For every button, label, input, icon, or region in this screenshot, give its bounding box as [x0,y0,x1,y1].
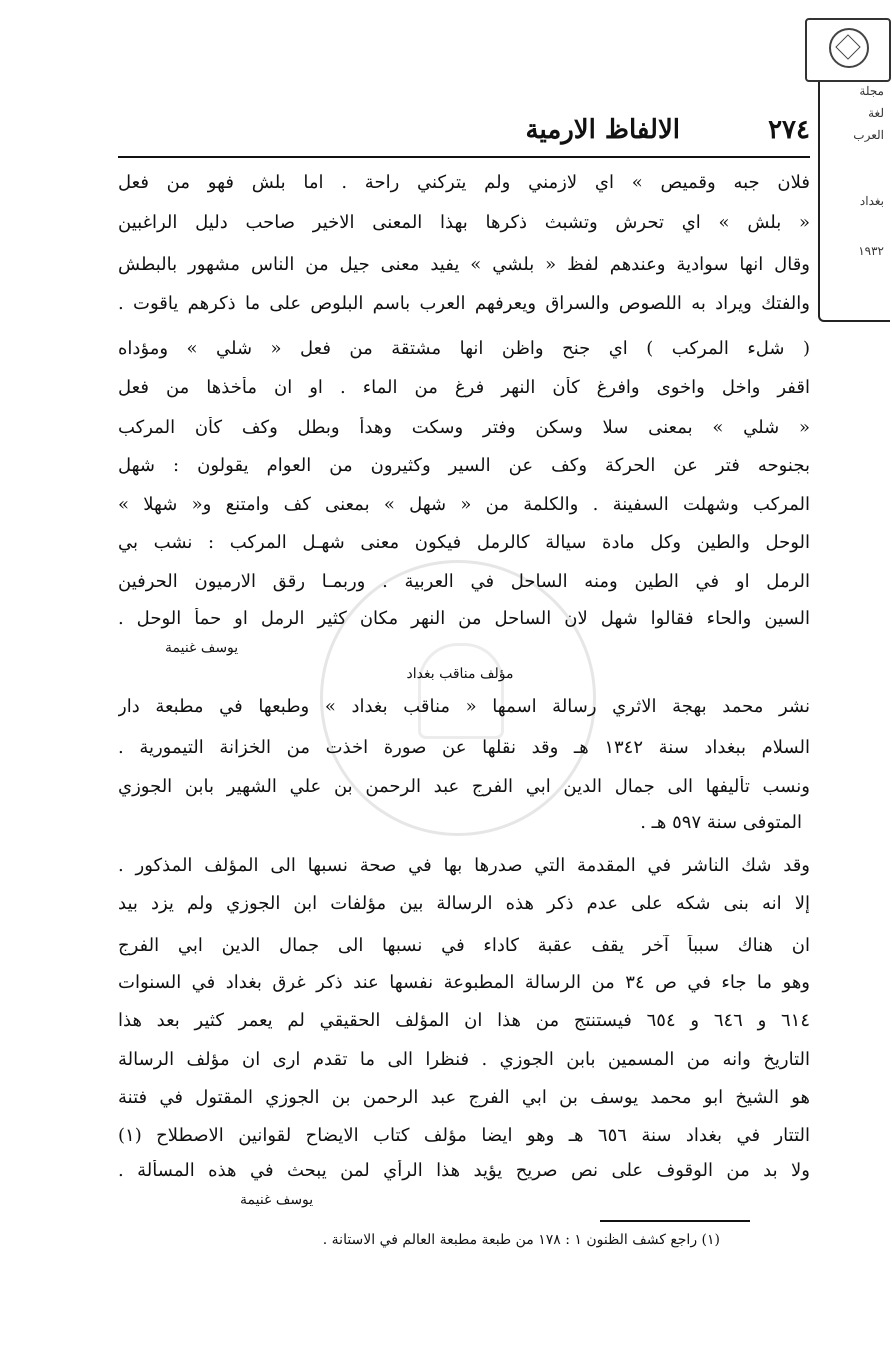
article2-line: وهو ما جاء في ص ٣٤ من الرسالة المطبوعة نفسها عند ذكر غرق بغداد في السنوات [118,972,810,993]
article1-line: وقال انها سوادية وعندهم لفظ « بلشي » يفيد معنى جيل من الناس مشهور بالبطش [118,254,810,275]
slip-line: العرب [853,128,884,142]
article2-line: وقد شك الناشر في المقدمة التي صدرها بها في صحة نسبها الى المؤلف المذكور . [118,855,810,876]
article2-line: إلا انه بنى شكه على عدم ذكر هذه الرسالة بين مؤلفات ابن الجوزي ولم يزد بيد [118,893,810,914]
article1-line: « شلي » بمعنى سلا وسكن وفتر وسكت وهدأ وبطل وكف كأن المركب [118,417,810,438]
slip-line: لغة [868,106,884,120]
article2-line: السلام ببغداد سنة ١٣٤٢ هـ وقد نقلها عن صورة اخذت من الخزانة التيمورية . [118,737,810,758]
article2-line: ولا بد من الوقوف على نص صريح يؤيد هذا الرأي لمن يبحث في هذه المسألة . [118,1160,810,1181]
footnote: (١) راجع كشف الظنون ١ : ١٧٨ من طبعة مطبعة العالم في الاستانة . [322,1232,720,1248]
footnote-rule [600,1220,750,1222]
article2-author: يوسف غنيمة [240,1192,314,1208]
article1-line: « بلش » اي تحرش وتشبث ذكرها بهذا المعنى الاخير صاحب دليل الراغبين [118,212,810,233]
stamp-seal-icon [829,28,869,68]
article2-line: التاريخ وانه من المسمين بابن الجوزي . فنظرا الى ما تقدم ارى ان مؤلف الرسالة [118,1049,810,1070]
article1-line: اقفر واخل واخوى وافرغ كأن النهر فرغ من الماء . او ان مأخذها من فعل [118,377,810,398]
watermark-emblem-icon [418,643,504,739]
article2-line: ونسب تأليفها الى جمال الدين ابي الفرج عبد الرحمن بن علي الشهير بابن الجوزي [118,776,810,797]
page-header [320,115,810,155]
article1-line: السين والحاء فقالوا شهل لان الساحل من النهر مكان كثير الرمل او حمأ الوحل . [118,608,810,629]
slip-line: مجلة [859,84,884,98]
article2-title: مؤلف مناقب بغداد [406,666,514,682]
pasted-slip [818,40,890,322]
slip-line: ١٩٣٢ [858,244,884,258]
article1-line: الرمل او في الطين ومنه الساحل في العربية . وربمـا رقق الارميون الحرفين [118,571,810,592]
article2-line: نشر محمد بهجة الاثري رسالة اسمها « مناقب بغداد » وطبعها في مطبعة دار [118,696,810,717]
article2-line: التتار في بغداد سنة ٦٥٦ هـ وهو ايضا مؤلف كتاب الايضاح لقوانين الاصطلاح (١) [118,1125,810,1146]
article2-line: ٦١٤ و ٦٤٦ و ٦٥٤ فيستنتج من هذا ان المؤلف الحقيقي لم يعمر كثير بعد هذا [118,1010,810,1031]
article2-line: ان هناك سبباً آخر يقف عقبة كاداء في نسبها الى جمال الدين ابي الفرج [118,935,810,956]
running-title: الالفاظ الارمية [525,115,680,145]
article1-line: ( شلء المركب ) اي جنح واظن انها مشتقة من فعل « شلي » ومؤداه [118,338,810,359]
page-number: ٢٧٤ [768,115,810,145]
article1-line: المركب وشهلت السفينة . والكلمة من « شهل » بمعنى كف وامتنع و« شهلا » [118,494,810,515]
article1-line: بجنوحه فتر عن الحركة وكف عن السير وكثيرون من العوام يقولون : شهل [118,455,810,476]
slip-line: بغداد [859,194,884,208]
library-stamp [805,18,891,82]
article1-line: والفتك ويراد به اللصوص والسراق ويعرفهم العرب باسم البلوص على ما ذكرهم ياقوت . [118,293,810,314]
header-rule [118,156,810,158]
article2-line: المتوفى سنة ٥٩٧ هـ . [640,812,802,833]
article1-line: الوحل والطين وكل مادة سيالة كالرمل فيكون معنى شهـل المركب : نشب بي [118,532,810,553]
article1-author: يوسف غنيمة [165,640,239,656]
article2-line: هو الشيخ ابو محمد يوسف بن ابي الفرج عبد الرحمن بن الجوزي المقتول في فتنة [118,1087,810,1108]
article1-line: فلان جبه وقميص » اي لازمني ولم يتركني راحة . اما بلش فهو من فعل [118,172,810,193]
